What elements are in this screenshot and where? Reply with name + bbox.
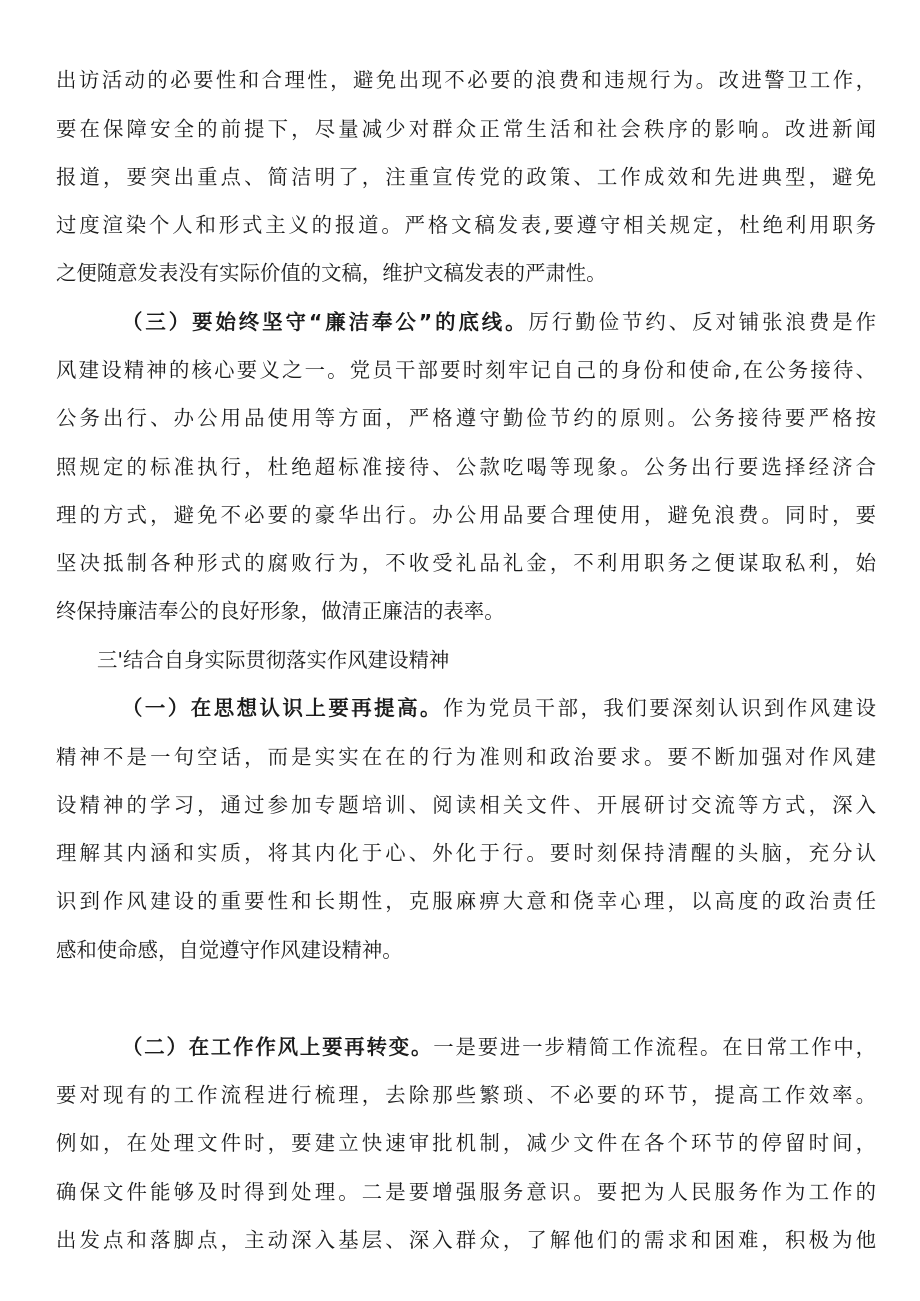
sub1-lead-text: 作为党员干部，我们要深刻认识到作风建设	[442, 696, 876, 720]
body-line-14: 精神不是一句空话，而是实实在在的行为准则和政治要求。要不断加强对作风建	[56, 745, 876, 769]
sub3-lead-text: 厉行勤俭节约、反对铺张浪费是作	[528, 310, 877, 334]
body-line-7: 风建设精神的核心要义之一。党员干部要时刻牢记自己的身份和使命,在公务接待、	[56, 358, 876, 382]
body-line-20: 要对现有的工作流程进行梳理，去除那些繁琐、不必要的环节，提高工作效率。	[56, 1083, 876, 1107]
body-line-21: 例如，在处理文件时，要建立快速审批机制，减少文件在各个环节的停留时间，	[56, 1131, 876, 1155]
subheading-sub3: （三）要始终坚守“廉洁奉公”的底线。	[122, 310, 529, 334]
body-line-22: 确保文件能够及时得到处理。二是要增强服务意识。要把为人民服务作为工作的	[56, 1180, 876, 1204]
body-line-1: 出访活动的必要性和合理性，避免出现不必要的浪费和违规行为。改进警卫工作，	[56, 68, 876, 92]
sub2-lead-text: 一是要进一步精简工作流程。在日常工作中，	[433, 1035, 877, 1059]
body-line-17: 识到作风建设的重要性和长期性，克服麻痹大意和侥幸心理，以高度的政治责任	[56, 889, 876, 913]
body-line-8: 公务出行、办公用品使用等方面，严格遵守勤俭节约的原则。公务接待要严格按	[56, 406, 876, 430]
paragraph-sub1-first-line	[122, 691, 876, 725]
paragraph-sub2-first-line	[122, 1030, 876, 1064]
body-line-2: 要在保障安全的前提下，尽量减少对群众正常生活和社会秩序的影响。改进新闻	[56, 117, 876, 141]
body-line-15: 设精神的学习，通过参加专题培训、阅读相关文件、开展研讨交流等方式，深入	[56, 793, 876, 817]
body-line-16: 理解其内涵和实质，将其内化于心、外化于行。要时刻保持清醒的头脑，充分认	[56, 841, 876, 865]
body-line-5: 之便随意发表没有实际价值的文稿，维护文稿发表的严肃性。	[56, 261, 607, 285]
paragraph-sub3-first-line	[122, 305, 876, 339]
body-line-11: 坚决抵制各种形式的腐败行为，不收受礼品礼金，不利用职务之便谋取私利，始	[56, 551, 876, 575]
body-line-18: 感和使命感，自觉遵守作风建设精神。	[56, 938, 403, 962]
body-line-23: 出发点和落脚点，主动深入基层、深入群众，了解他们的需求和困难，积极为他	[56, 1228, 876, 1252]
body-line-12: 终保持廉洁奉公的良好形象，做清正廉洁的表率。	[56, 599, 505, 623]
subheading-sub1: （一）在思想认识上要再提高。	[122, 696, 443, 720]
body-line-10: 理的方式，避免不必要的豪华出行。办公用品要合理使用，避免浪费。同时，要	[56, 503, 876, 527]
body-line-9: 照规定的标准执行，杜绝超标准接待、公款吃喝等现象。公务出行要选择经济合	[56, 455, 876, 479]
section-heading: 三'结合自身实际贯彻落实作风建设精神	[97, 648, 450, 672]
body-line-4: 过度渲染个人和形式主义的报道。严格文稿发表,要遵守相关规定，杜绝利用职务	[56, 213, 876, 237]
subheading-sub2: （二）在工作作风上要再转变。	[122, 1035, 434, 1059]
body-line-3: 报道，要突出重点、简洁明了，注重宣传党的政策、工作成效和先进典型，避免	[56, 165, 876, 189]
